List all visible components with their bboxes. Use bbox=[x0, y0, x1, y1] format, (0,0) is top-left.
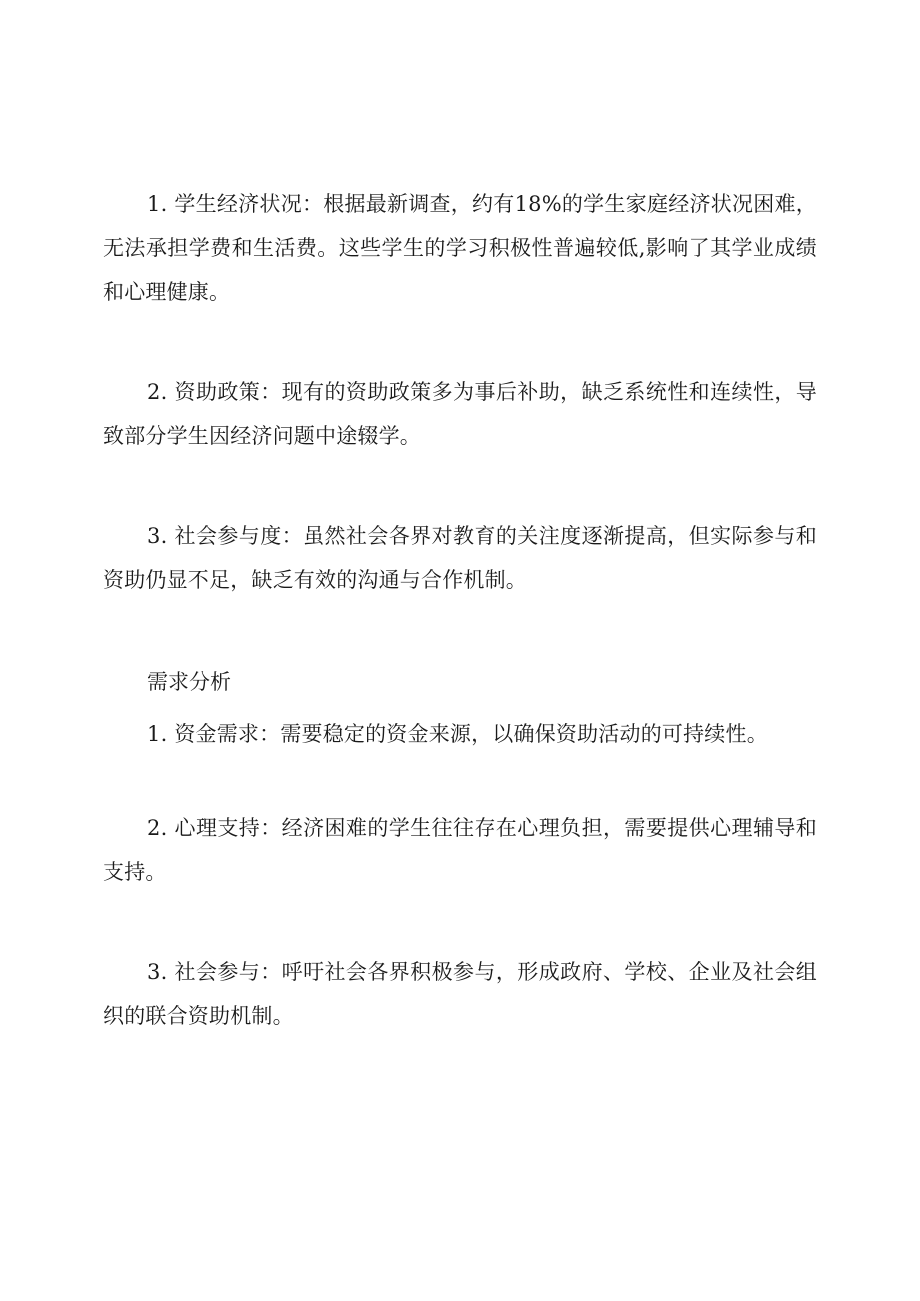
item-text: . 社会参与：呼吁社会各界积极参与，形成政府、学校、企业及社会组织的联合资助机制。 bbox=[103, 960, 817, 1028]
paragraph-social-participation bbox=[103, 514, 817, 602]
paragraph-social-engagement bbox=[103, 950, 817, 1038]
paragraph-funding-needs bbox=[103, 712, 817, 756]
section-heading-needs-analysis: 需求分析 bbox=[147, 670, 231, 694]
paragraph-psychological-support bbox=[103, 806, 817, 894]
item-text: . 心理支持：经济困难的学生往往存在心理负担，需要提供心理辅导和支持。 bbox=[103, 816, 817, 884]
item-text: . 资金需求：需要稳定的资金来源，以确保资助活动的可持续性。 bbox=[160, 722, 768, 746]
paragraph-aid-policy bbox=[103, 370, 817, 458]
item-number: 1 bbox=[147, 192, 161, 216]
item-number: 2 bbox=[147, 380, 161, 404]
item-text: . 资助政策：现有的资助政策多为事后补助，缺乏系统性和连续性，导致部分学生因经济问题中途辍学。 bbox=[103, 380, 817, 448]
item-text: . 学生经济状况：根据最新调查，约有18%的学生家庭经济状况困难，无法承担学费和生活费。这些学生的学习积极性普遍较低,影响了其学业成绩和心理健康。 bbox=[103, 192, 817, 304]
item-number: 3 bbox=[147, 960, 161, 984]
item-number: 1 bbox=[147, 722, 161, 746]
paragraph-student-economy bbox=[103, 182, 817, 314]
item-number: 3 bbox=[147, 524, 161, 548]
item-text: . 社会参与度：虽然社会各界对教育的关注度逐渐提高，但实际参与和资助仍显不足，缺乏有效的沟通与合作机制。 bbox=[103, 524, 817, 592]
item-number: 2 bbox=[147, 816, 161, 840]
